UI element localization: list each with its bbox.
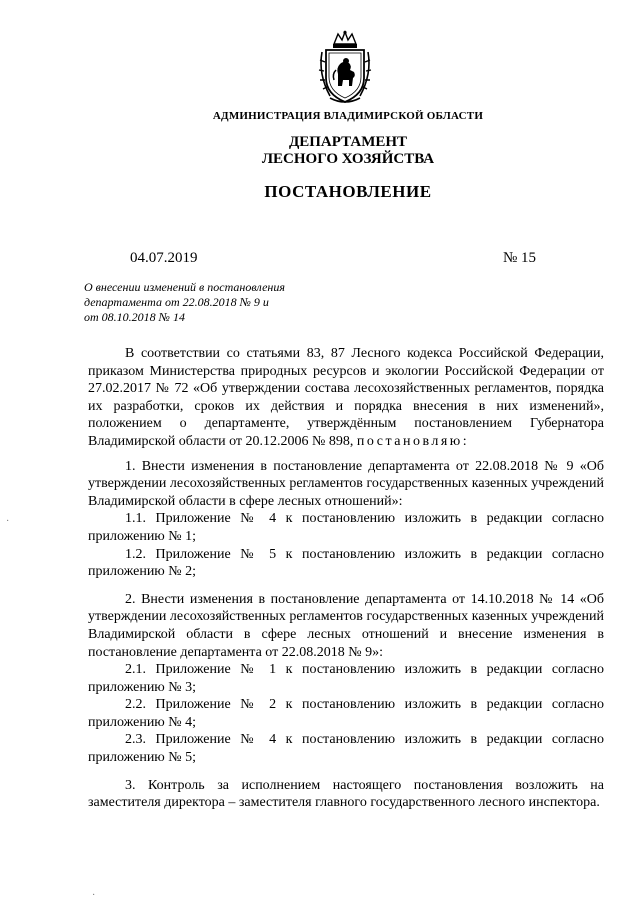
coat-of-arms-icon [316,30,374,106]
scan-speck: · [6,516,10,527]
paragraph-1: 1. Внести изменения в постановление департамента от 22.08.2018 № 9 «Об утверждении лесохозяйственных регламентов государственных казенных учреждений Владимирской области в сфере лесных отношений»: [88,458,604,509]
document-body [88,345,604,812]
paragraph-2-3: 2.3. Приложение № 4 к постановлению изложить в редакции согласно приложению № 5; [88,732,604,766]
decree-word: постановляю: [356,433,470,449]
administration-title: АДМИНИСТРАЦИЯ ВЛАДИМИРСКОЙ ОБЛАСТИ [212,110,484,122]
subject-line: от 08.10.2018 № 14 [84,310,185,324]
department-title-line1: ДЕПАРТАМЕНТ [288,134,408,150]
paragraph-2-1: 2.1. Приложение № 1 к постановлению изложить в редакции согласно приложению № 3; [88,662,604,695]
document-subject [84,280,285,325]
department-title-line2: ЛЕСНОГО ХОЗЯЙСТВА [261,151,435,167]
paragraph-1-1: 1.1. Приложение № 4 к постановлению изложить в редакции согласно приложению № 1; [88,511,604,544]
paragraph-2-2: 2.2. Приложение № 2 к постановлению изложить в редакции согласно приложению № 4; [88,697,604,730]
paragraph-2: 2. Внести изменения в постановление департамента от 14.10.2018 № 14 «Об утверждении лесохозяйственных регламентов государственных казенных учреждений Владимирской области в сфере лесных отношений и внесение изменения в постановление департамента от 22.08.2018 № 9»: [88,591,604,660]
document-date: 04.07.2019 [130,250,198,266]
paragraph-3: 3. Контроль за исполнением настоящего постановления возложить на заместителя директора – заместителя главного государственного лесного инспектора. [88,777,604,811]
preamble-paragraph [88,345,604,451]
document-type-title: ПОСТАНОВЛЕНИЕ [264,182,432,201]
preamble-text: В соответствии со статьями 83, 87 Лесного кодекса Российской Федерации, приказом Министерства природных ресурсов и экологии Российской Федерации от 27.02.2017 № 72 «Об утверждении состава лесохозяйственных регламентов, порядка их разработки, сроков их действия и порядка внесения в них изменений», положением о департаменте, утверждённым постановлением Губернатора Владимирской области от 20.12.2006 № 898, [88,346,604,449]
paragraph-1-2: 1.2. Приложение № 5 к постановлению изложить в редакции согласно приложению № 2; [88,546,604,580]
subject-line: департамента от 22.08.2018 № 9 и [84,295,269,309]
subject-line: О внесении изменений в постановления [84,280,285,294]
scan-speck: · [92,890,96,901]
document-number: № 15 [503,250,537,266]
